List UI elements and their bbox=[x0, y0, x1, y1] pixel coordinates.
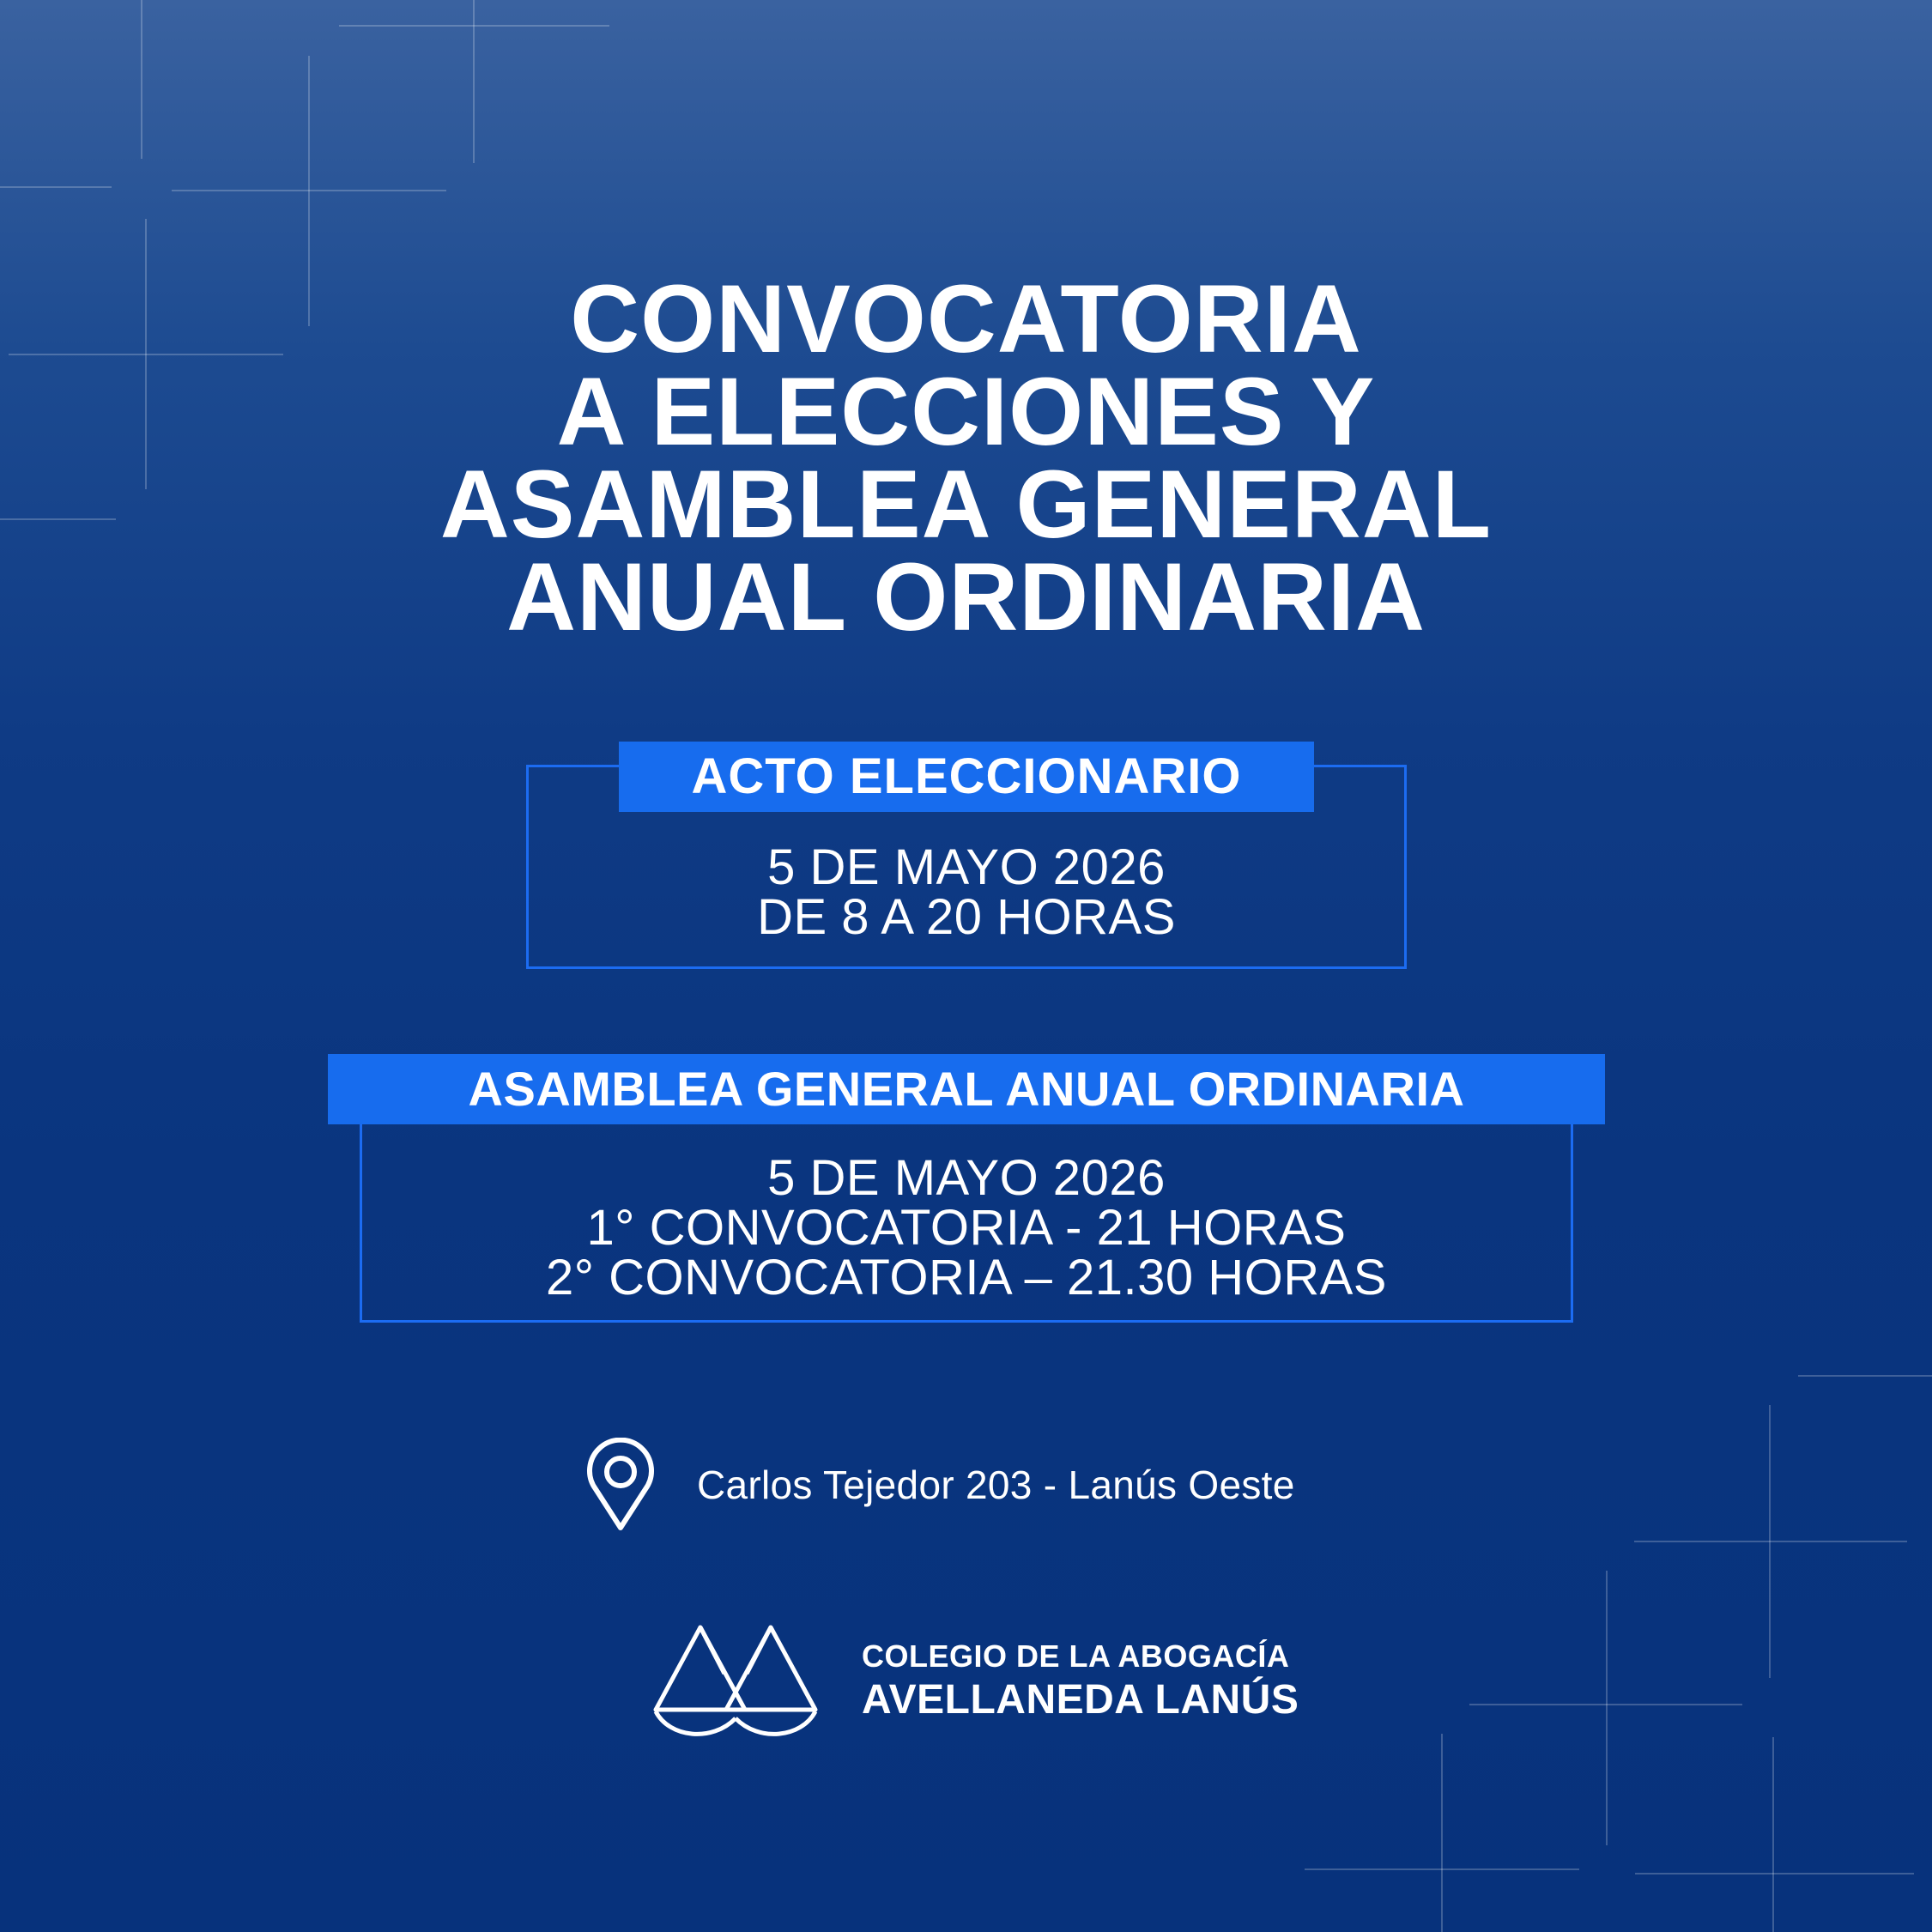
logo-line-1: COLEGIO DE LA ABOGACÍA bbox=[862, 1638, 1290, 1674]
map-pin-icon bbox=[584, 1438, 657, 1532]
title-line-1: CONVOCATORIA bbox=[570, 265, 1362, 372]
logo-text bbox=[862, 1638, 1299, 1723]
asamblea-tag: ASAMBLEA GENERAL ANUAL ORDINARIA bbox=[328, 1054, 1605, 1124]
logo-line-2: AVELLANEDA LANÚS bbox=[862, 1676, 1299, 1723]
asamblea-date: 5 DE MAYO 2026 bbox=[767, 1150, 1166, 1206]
main-title bbox=[0, 265, 1932, 651]
title-line-4: ANUAL ORDINARIA bbox=[506, 543, 1426, 651]
asamblea-details bbox=[362, 1150, 1571, 1305]
acto-eleccionario-tag: ACTO ELECCIONARIO bbox=[619, 742, 1314, 812]
title-line-2: A ELECCIONES Y bbox=[556, 358, 1376, 465]
title-line-3: ASAMBLEA GENERAL bbox=[439, 451, 1493, 558]
asamblea-first-call: 1° CONVOCATORIA - 21 HORAS bbox=[586, 1200, 1347, 1256]
acto-eleccionario-details bbox=[529, 839, 1404, 945]
location bbox=[584, 1438, 1295, 1532]
acto-eleccionario-hours: DE 8 A 20 HORAS bbox=[757, 889, 1176, 945]
institution-logo bbox=[652, 1622, 1299, 1739]
acto-eleccionario-date: 5 DE MAYO 2026 bbox=[767, 839, 1166, 895]
asamblea-second-call: 2° CONVOCATORIA – 21.30 HORAS bbox=[546, 1250, 1387, 1305]
scales-logo-icon bbox=[652, 1622, 819, 1739]
location-address: Carlos Tejedor 203 - Lanús Oeste bbox=[697, 1463, 1295, 1507]
